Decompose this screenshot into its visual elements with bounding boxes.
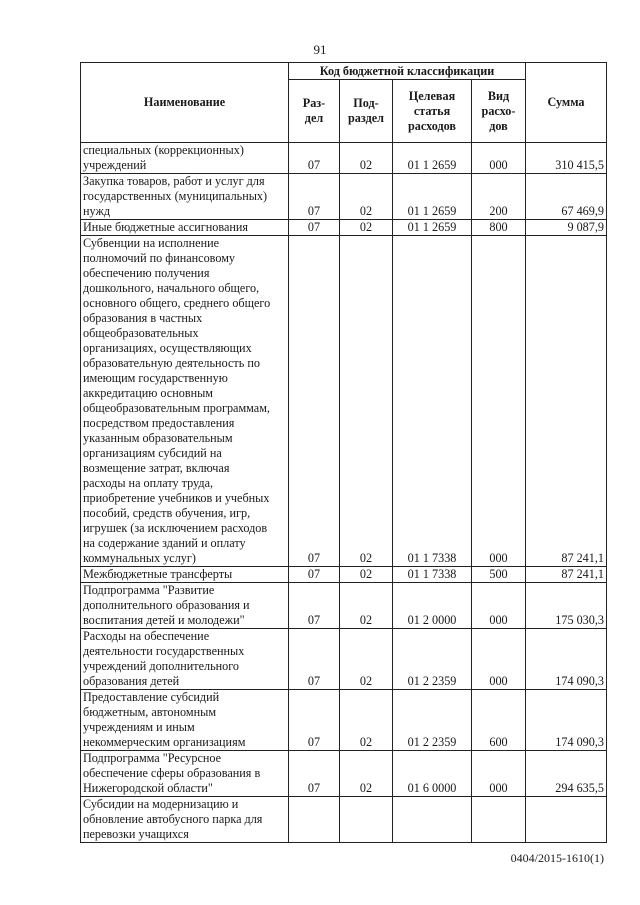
row-name-line: коммунальных услуг) <box>83 551 196 565</box>
row-sum: 67 469,9 <box>526 174 607 220</box>
row-name-line: обеспечению получения <box>83 266 210 280</box>
row-name <box>81 629 289 690</box>
row-name-line: дошкольного, начального общего, <box>83 281 260 295</box>
header-expense-line: Вид <box>487 88 510 103</box>
header-razdel-line: дел <box>304 111 324 125</box>
row-name-line: дополнительного образования и <box>83 598 250 612</box>
row-target-item: 01 1 2659 <box>393 174 472 220</box>
row-name-line: бюджетным, автономным <box>83 705 217 719</box>
row-razdel: 07 <box>289 567 340 583</box>
row-name-line: образования в частных <box>83 311 203 325</box>
row-target-item: 01 2 0000 <box>393 583 472 629</box>
row-name-line: нужд <box>83 204 111 218</box>
row-name <box>81 220 289 236</box>
row-razdel: 07 <box>289 583 340 629</box>
row-name-line: деятельности государственных <box>83 644 245 658</box>
header-podrazdel-line: раздел <box>348 111 384 125</box>
row-name-line: обновление автобусного парка для <box>83 812 263 826</box>
row-name-line: посредством предоставления <box>83 416 235 430</box>
row-name-line: возмещение затрат, включая <box>83 461 230 475</box>
row-expense-type: 000 <box>472 629 526 690</box>
header-razdel <box>289 80 340 143</box>
header-podrazdel-line: Под- <box>353 96 379 110</box>
row-sum: 174 090,3 <box>526 690 607 751</box>
table-row <box>81 220 607 236</box>
row-expense-type: 500 <box>472 567 526 583</box>
row-name-line: указанным образовательным <box>83 431 233 445</box>
row-name-line: расходы на оплату труда, <box>83 476 214 490</box>
row-name-line: Предоставление субсидий <box>83 690 220 704</box>
row-expense-type: 600 <box>472 690 526 751</box>
table-row <box>81 143 607 174</box>
row-sum <box>526 797 607 843</box>
row-sum: 294 635,5 <box>526 751 607 797</box>
row-name-line: образовательную деятельность по <box>83 356 260 370</box>
row-name-line: общеобразовательных <box>83 326 199 340</box>
table-row <box>81 797 607 843</box>
header-expense-line: расхо- <box>481 103 516 118</box>
row-name-line: приобретение учебников и учебных <box>83 491 270 505</box>
row-name-line: основного общего, среднего общего <box>83 296 271 310</box>
row-podrazdel: 02 <box>340 629 393 690</box>
row-name-line: образования детей <box>83 674 180 688</box>
row-name-line: игрушек (за исключением расходов <box>83 521 268 535</box>
row-podrazdel: 02 <box>340 567 393 583</box>
row-target-item: 01 1 2659 <box>393 143 472 174</box>
row-name-line: обеспечение сферы образования в <box>83 766 261 780</box>
row-name-line: на содержание зданий и оплату <box>83 536 246 550</box>
row-sum: 9 087,9 <box>526 220 607 236</box>
row-target-item: 01 6 0000 <box>393 751 472 797</box>
table-row <box>81 629 607 690</box>
row-name <box>81 797 289 843</box>
row-sum: 87 241,1 <box>526 236 607 567</box>
header-expense-line: дов <box>489 118 508 133</box>
row-name-line: аккредитацию основным <box>83 386 213 400</box>
row-podrazdel: 02 <box>340 220 393 236</box>
row-name <box>81 143 289 174</box>
table-body <box>81 143 607 843</box>
row-name-line: учреждений дополнительного <box>83 659 240 673</box>
row-razdel <box>289 797 340 843</box>
row-name-line: общеобразовательным программам, <box>83 401 270 415</box>
row-podrazdel: 02 <box>340 143 393 174</box>
row-sum: 174 090,3 <box>526 629 607 690</box>
row-razdel: 07 <box>289 236 340 567</box>
row-podrazdel: 02 <box>340 174 393 220</box>
header-razdel-line: Раз- <box>302 96 326 110</box>
header-classification-code: Код бюджетной классификации <box>289 63 526 80</box>
row-name-line: специальных (коррекционных) <box>83 143 244 157</box>
row-sum: 175 030,3 <box>526 583 607 629</box>
row-name-line: Подпрограмма "Ресурсное <box>83 751 222 765</box>
table-row <box>81 236 607 567</box>
row-name <box>81 567 289 583</box>
row-name-line: воспитания детей и молодежи" <box>83 613 245 627</box>
row-name-line: Субвенции на исполнение <box>83 236 220 250</box>
row-razdel: 07 <box>289 143 340 174</box>
row-name-line: Подпрограмма "Развитие <box>83 583 215 597</box>
row-target-item: 01 1 7338 <box>393 236 472 567</box>
row-expense-type: 000 <box>472 236 526 567</box>
table-row <box>81 583 607 629</box>
header-target-line: статья <box>413 103 451 118</box>
row-name-line: организациях, осуществляющих <box>83 341 252 355</box>
row-name <box>81 174 289 220</box>
row-target-item <box>393 797 472 843</box>
row-sum: 87 241,1 <box>526 567 607 583</box>
row-razdel: 07 <box>289 174 340 220</box>
budget-table <box>80 62 607 843</box>
table-row <box>81 751 607 797</box>
row-name-line: организациям субсидий на <box>83 446 222 460</box>
row-expense-type: 200 <box>472 174 526 220</box>
header-podrazdel <box>340 80 393 143</box>
row-podrazdel: 02 <box>340 583 393 629</box>
header-sum: Сумма <box>526 63 607 143</box>
row-name <box>81 751 289 797</box>
row-name-line: учреждениям и иным <box>83 720 195 734</box>
row-expense-type: 000 <box>472 143 526 174</box>
row-podrazdel <box>340 797 393 843</box>
table-row <box>81 174 607 220</box>
row-razdel: 07 <box>289 690 340 751</box>
row-name <box>81 583 289 629</box>
row-expense-type: 000 <box>472 583 526 629</box>
row-expense-type: 800 <box>472 220 526 236</box>
row-name <box>81 690 289 751</box>
row-razdel: 07 <box>289 629 340 690</box>
row-name-line: государственных (муниципальных) <box>83 189 268 203</box>
row-sum: 310 415,5 <box>526 143 607 174</box>
row-podrazdel: 02 <box>340 690 393 751</box>
row-name-line: имеющим государственную <box>83 371 228 385</box>
header-target-line: расходов <box>407 118 457 133</box>
header-target-line: Целевая <box>408 88 456 103</box>
row-name-line: Расходы на обеспечение <box>83 629 210 643</box>
row-name-line: учреждений <box>83 158 147 172</box>
row-expense-type: 000 <box>472 751 526 797</box>
row-podrazdel: 02 <box>340 236 393 567</box>
row-name-line: некоммерческим организациям <box>83 735 246 749</box>
row-name-line: Иные бюджетные ассигнования <box>83 220 249 234</box>
row-podrazdel: 02 <box>340 751 393 797</box>
header-expense-type <box>472 80 526 143</box>
table-row <box>81 567 607 583</box>
row-razdel: 07 <box>289 751 340 797</box>
row-name-line: Межбюджетные трансферты <box>83 567 233 581</box>
row-name-line: Нижегородской области" <box>83 781 213 795</box>
table-row <box>81 690 607 751</box>
row-name-line: пособий, средств обучения, игр, <box>83 506 251 520</box>
row-expense-type <box>472 797 526 843</box>
row-razdel: 07 <box>289 220 340 236</box>
row-name-line: полномочий по финансовому <box>83 251 236 265</box>
row-target-item: 01 2 2359 <box>393 629 472 690</box>
header-name: Наименование <box>81 63 289 143</box>
row-name-line: перевозки учащихся <box>83 827 189 841</box>
row-target-item: 01 1 2659 <box>393 220 472 236</box>
document-code: 0404/2015-1610(1) <box>510 851 604 865</box>
header-target-item <box>393 80 472 143</box>
row-name-line: Закупка товаров, работ и услуг для <box>83 174 265 188</box>
page-number: 91 <box>313 42 327 57</box>
row-name-line: Субсидии на модернизацию и <box>83 797 239 811</box>
row-name <box>81 236 289 567</box>
row-target-item: 01 2 2359 <box>393 690 472 751</box>
row-target-item: 01 1 7338 <box>393 567 472 583</box>
